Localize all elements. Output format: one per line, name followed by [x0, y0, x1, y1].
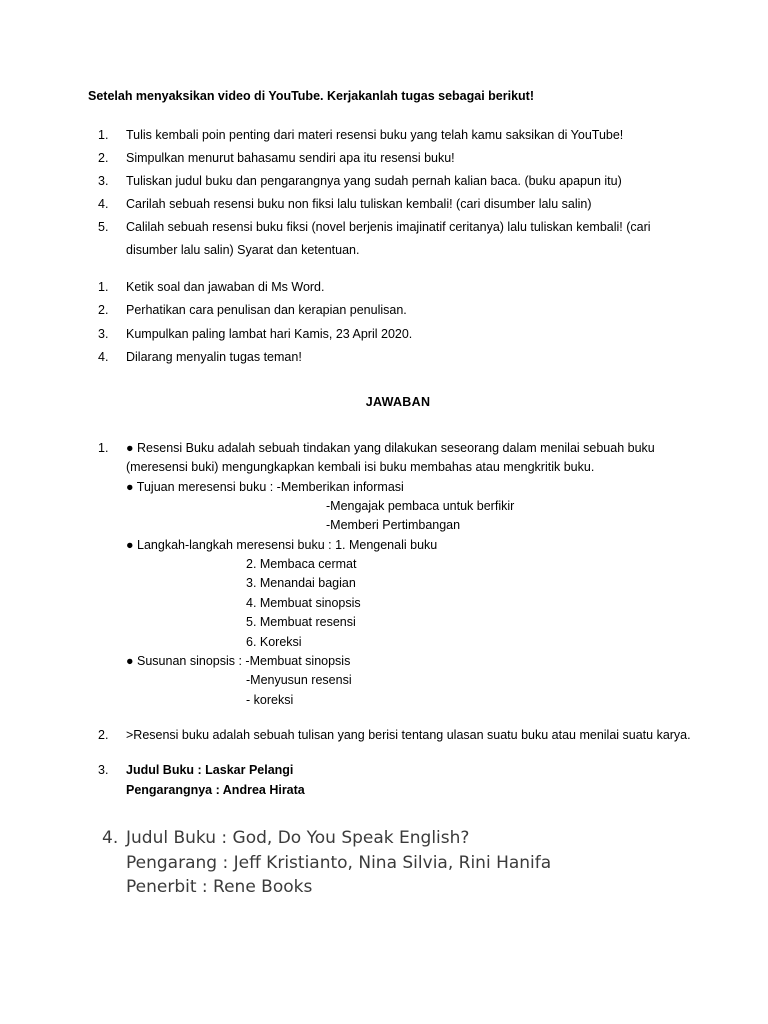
answers-heading: JAWABAN — [365, 394, 431, 409]
list-item-number: 2. — [98, 303, 109, 318]
list-item-number: 4. — [98, 196, 109, 211]
answer-bullet-steps: ● Langkah-langkah meresensi buku : 1. Mengenali buku — [126, 537, 438, 552]
list-item — [88, 216, 698, 262]
answer-bullet-purpose: ● Tujuan meresensi buku : -Memberikan informasi — [126, 479, 404, 494]
answer-item-4 — [88, 826, 698, 900]
list-item-number: 2. — [98, 150, 109, 165]
list-item-number: 3. — [98, 326, 109, 341]
answer-synopsis-line: -Menyusun resensi — [246, 673, 352, 688]
answer-book-author: Pengarangnya : Andrea Hirata — [126, 782, 305, 797]
answer-step-line: 5. Membuat resensi — [246, 615, 356, 630]
list-item — [88, 124, 698, 147]
list-item — [88, 170, 698, 193]
list-item-number: 3. — [98, 173, 109, 188]
answer-synopsis-line: - koreksi — [246, 692, 294, 707]
rules-list — [88, 276, 698, 369]
list-item-text: Tuliskan judul buku dan pengarangnya yang sudah pernah kalian baca. (buku apapun itu) — [126, 173, 622, 188]
spacer — [88, 262, 698, 276]
answer-item-2 — [88, 726, 698, 745]
answer-step-line: 2. Membaca cermat — [246, 557, 357, 571]
answer-book-title: Judul Buku : Laskar Pelangi — [126, 763, 294, 778]
intro-text: Setelah menyaksikan video di YouTube. Kerjakanlah tugas sebagai berikut! — [88, 89, 534, 103]
list-item-text: Dilarang menyalin tugas teman! — [126, 349, 302, 364]
list-item-text: Kumpulkan paling lambat hari Kamis, 23 April 2020. — [126, 326, 413, 341]
answers-section — [88, 439, 698, 900]
answer-book-title: Judul Buku : God, Do You Speak English? — [126, 828, 470, 849]
answer-purpose-line: -Mengajak pembaca untuk berfikir — [326, 498, 515, 513]
list-item — [88, 299, 698, 322]
answer-item-3 — [88, 761, 698, 800]
answer-bullet-synopsis: ● Susunan sinopsis : -Membuat sinopsis — [126, 653, 351, 668]
list-item-text: Tulis kembali poin penting dari materi resensi buku yang telah kamu saksikan di YouTube! — [126, 127, 624, 142]
list-item-number: 5. — [98, 220, 109, 234]
answer-step-line: 4. Membuat sinopsis — [246, 595, 361, 610]
answer-step-line: 6. Koreksi — [246, 634, 302, 649]
list-item-text: Carilah sebuah resensi buku non fiksi lalu tuliskan kembali! (cari disumber lalu salin) — [126, 196, 592, 211]
list-item-text: Perhatikan cara penulisan dan kerapian penulisan. — [126, 303, 407, 318]
list-item — [88, 323, 698, 346]
answer-bullet-definition: ● Resensi Buku adalah sebuah tindakan yang dilakukan seseorang dalam menilai sebuah buku (meresensi buki) mengungkapkan kembali isi buku membahas atau mengkritik buku. — [126, 440, 655, 475]
list-item — [88, 276, 698, 299]
answer-book-publisher: Penerbit : Rene Books — [126, 877, 313, 898]
answer-item-1 — [88, 439, 698, 710]
list-item-number: 1. — [98, 127, 109, 142]
list-item — [88, 193, 698, 216]
list-item — [88, 147, 698, 170]
answer-number: 3. — [98, 763, 109, 778]
answer-book-author: Pengarang : Jeff Kristianto, Nina Silvia, Rini Hanifa — [126, 852, 552, 873]
answer-number: 2. — [98, 728, 109, 742]
list-item — [88, 346, 698, 369]
task-list — [88, 124, 698, 263]
answer-step-line: 3. Menandai bagian — [246, 576, 356, 591]
answer-number: 1. — [98, 440, 109, 455]
answer-number: 4. — [102, 828, 119, 849]
spacer — [88, 369, 698, 395]
answer-text: >Resensi buku adalah sebuah tulisan yang berisi tentang ulasan suatu buku atau menilai suatu karya. — [126, 728, 691, 742]
list-item-text: Ketik soal dan jawaban di Ms Word. — [126, 280, 325, 295]
list-item-number: 4. — [98, 349, 109, 364]
list-item-text: Calilah sebuah resensi buku fiksi (novel berjenis imajinatif ceritanya) lalu tuliskan kembali! (cari disumber lalu salin) Syarat dan ketentuan. — [126, 220, 651, 258]
answer-purpose-line: -Memberi Pertimbangan — [326, 518, 461, 533]
list-item-number: 1. — [98, 280, 109, 295]
list-item-text: Simpulkan menurut bahasamu sendiri apa itu resensi buku! — [126, 150, 455, 165]
